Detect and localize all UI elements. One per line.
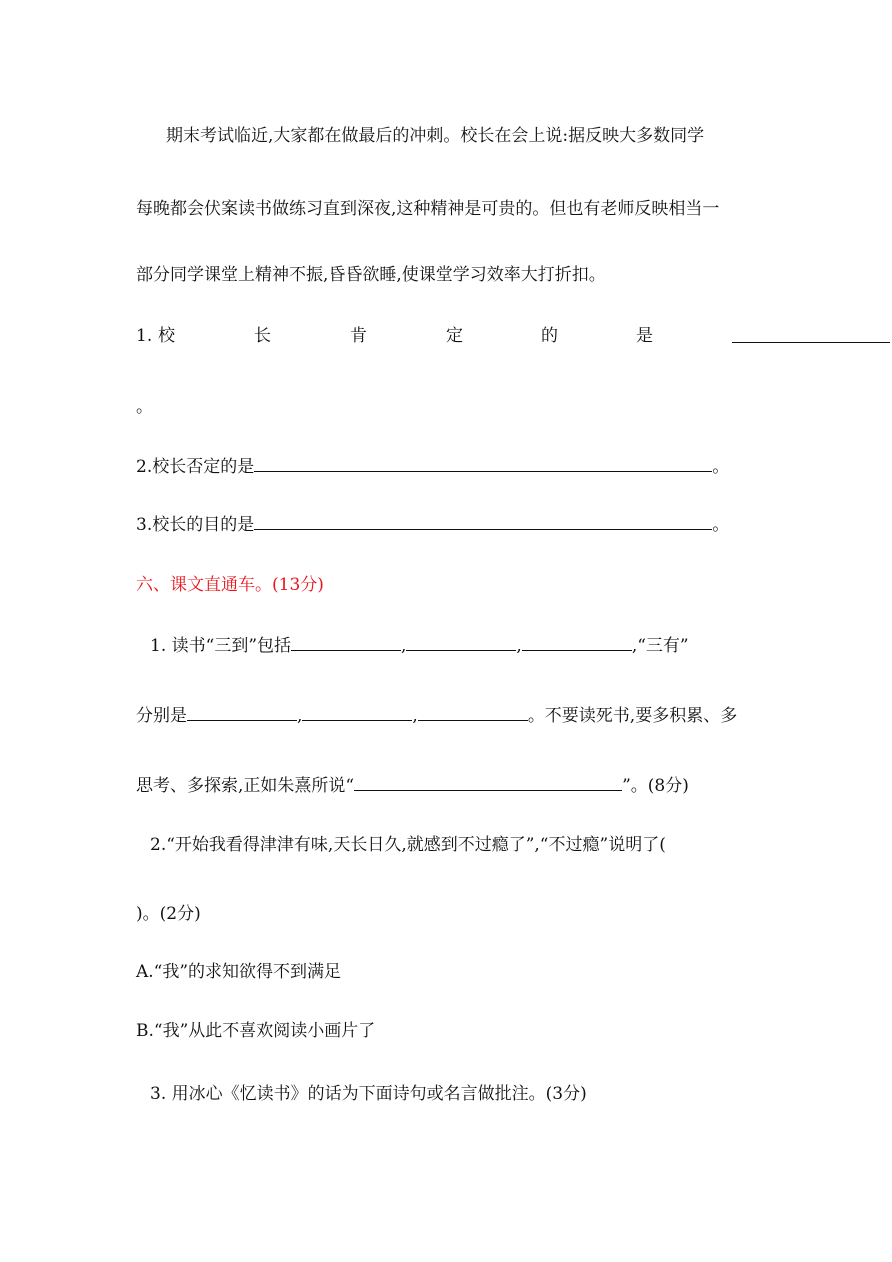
q1-char: 校 [158,326,175,346]
s6-question-1-line-2 [136,704,737,727]
three-you-blank-1[interactable] [187,704,297,721]
s6-question-2-line-2: )。(2分) [136,904,201,924]
q3-answer-blank[interactable] [254,513,712,530]
s6q1-line2-lead: 分别是 [136,706,187,726]
q1-char: 长 [254,326,271,346]
separator: , [401,636,407,656]
three-dao-blank-1[interactable] [291,634,401,651]
section-6-heading: 六、课文直通车。(13分) [136,575,324,595]
separator: , [516,636,522,656]
s6-question-3: 3. 用冰心《忆读书》的话为下面诗句或名言做批注。(3分) [150,1084,587,1104]
question-3 [136,513,729,536]
q1-char: 肯 [350,326,367,346]
s6q1-line3-lead: 思考、多探索,正如朱熹所说“ [136,776,355,796]
s6q1-lead: 1. 读书“三到”包括 [150,636,292,656]
q1-answer-blank[interactable] [732,326,890,343]
option-a[interactable]: A.“我”的求知欲得不到满足 [136,962,342,982]
passage-line-3: 部分同学课堂上精神不振,昏昏欲睡,使课堂学习效率大打折扣。 [136,265,606,285]
zhu-xi-quote-blank[interactable] [354,774,622,791]
three-dao-blank-3[interactable] [522,634,632,651]
separator: , [297,706,303,726]
question-2 [136,455,729,478]
q3-end: 。 [712,515,730,535]
q2-label: 2.校长否定的是 [136,457,255,477]
s6q1-line2-tail: 。不要读死书,要多积累、多 [527,706,738,726]
separator: , [412,706,418,726]
q2-end: 。 [712,457,730,477]
q2-answer-blank[interactable] [254,455,712,472]
q1-char: 定 [446,326,463,346]
s6q1-san-you: ,“三有” [631,636,689,656]
three-dao-blank-2[interactable] [406,634,516,651]
three-you-blank-3[interactable] [418,704,528,721]
q1-char: 是 [636,326,653,346]
q3-label: 3.校长的目的是 [136,515,255,535]
passage-line-1: 期末考试临近,大家都在做最后的冲刺。校长在会上说:据反映大多数同学 [166,126,705,146]
s6q1-line3-tail: ”。(8分) [622,776,689,796]
passage-line-2: 每晚都会伏案读书做练习直到深夜,这种精神是可贵的。但也有老师反映相当一 [136,199,720,219]
option-b[interactable]: B.“我”从此不喜欢阅读小画片了 [136,1021,376,1041]
q1-char: 的 [541,326,558,346]
q1-end-period: 。 [136,397,153,417]
s6-question-1-line-1 [150,634,689,657]
q1-number: 1. [136,326,153,346]
s6-question-1-line-3 [136,774,689,797]
three-you-blank-2[interactable] [302,704,412,721]
s6-question-2-line-1: 2.“开始我看得津津有味,天长日久,就感到不过瘾了”,“不过瘾”说明了( [150,835,666,855]
